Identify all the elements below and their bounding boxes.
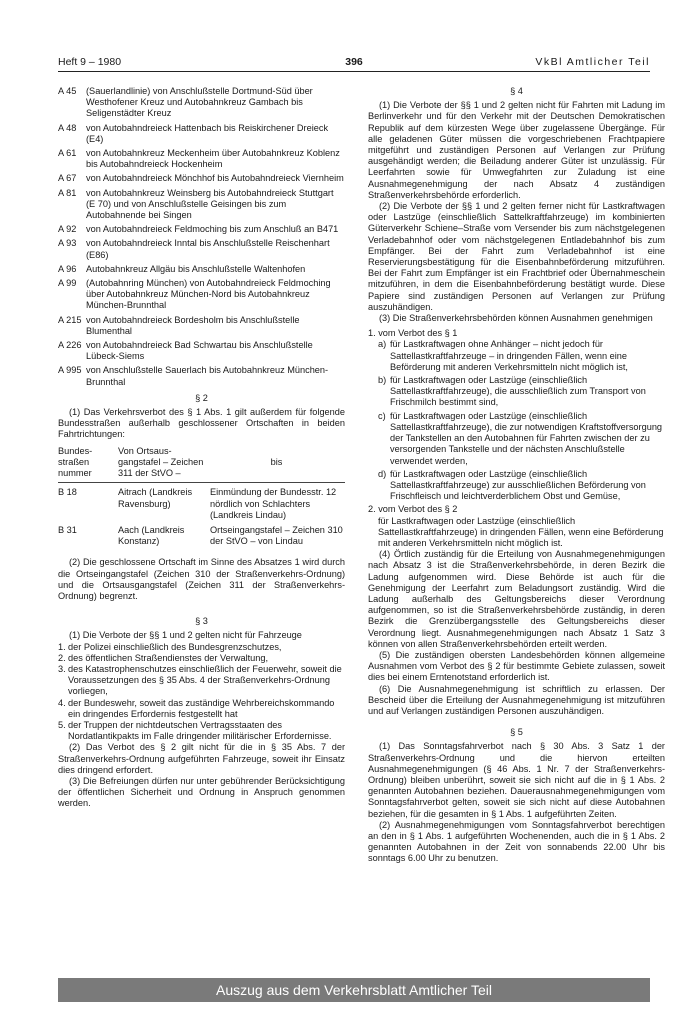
autobahn-list — [58, 86, 345, 388]
section-4-title: § 4 — [510, 86, 523, 96]
item-label: 1. — [58, 641, 66, 652]
list-item — [368, 469, 665, 503]
item-text: der Truppen der nichtdeutschen Vertragsstaaten des Nordatlantikpakts im Falle dringender militärischer Erfordernisse. — [68, 719, 332, 742]
list-item — [58, 720, 345, 742]
item-label: 4. — [58, 697, 66, 708]
left-column — [58, 86, 345, 810]
item-label: c) — [378, 410, 386, 421]
section-2-title: § 2 — [195, 392, 208, 403]
issue-label: Heft 9 – 1980 — [58, 56, 122, 68]
item-label: b) — [378, 375, 387, 386]
item-label: A 92 — [58, 224, 77, 235]
paragraph: (2) Das Verbot des § 2 gilt nicht für die in § 35 Abs. 7 der Straßenverkehrs-Ordnung aufgeführten Fahrzeuge, soweit ihr Einsatz dies dringend erfordert. — [58, 742, 345, 775]
paragraph: (6) Die Ausnahmegenehmigung ist schriftlich zu erlassen. Der Bescheid über die Erteilung der Ausnahmegenehmigung ist mitzuführen und auf Verlangen zuständigen Personen auszuhändigen. — [368, 683, 665, 716]
list-item — [58, 653, 345, 664]
list-item — [58, 123, 345, 145]
exemption-list — [58, 642, 345, 743]
item-label: A 67 — [58, 173, 77, 184]
item-text: für Lastkraftwagen oder Lastzüge (einschließlich Sattellastkraftfahrzeuge) zur ausschließlichen Beförderung von Frischfleisch und leichtverderblichem Obst und Gemüse, — [390, 468, 646, 502]
section-3-title: § 3 — [195, 616, 208, 627]
table-cell: Einmündung der Bundesstr. 12 nördlich von Schlachters (Landkreis Lindau) — [210, 487, 337, 520]
table-row — [58, 525, 345, 551]
paragraph: (2) Die geschlossene Ortschaft im Sinne des Absatzes 1 wird durch die Ortseingangstafel (Zeichen 310 der Straßenverkehrs-Ordnung) und die Ortsausgangstafel (Zeichen 311 der Straßenverkehrs-Ordnung) begrenzt. — [58, 557, 345, 601]
item-text: von Autobahndreieck Feldmoching bis zum Anschluß an B471 — [86, 224, 339, 235]
table-header-number: Bundes-straßen nummer — [58, 446, 118, 483]
paragraph: (4) Örtlich zuständig für die Erteilung von Ausnahmegenehmigungen nach Absatz 3 ist die Straßenverkehrsbehörde, in deren Bezirk die Ladung aufgenommen wird. Diese Behörde ist auch für die Genehmigung der Leerfahrt zum Beladungsort zuständig. Wird die Ladung außerhalb des Geltungsbereichs dieser Verordnung aufgenommen, so ist die Straßenverkehrsbehörde zuständig, in deren Bezirk die Grenzübergangsstelle des Geltungsbereichs dieser Verordnung liegt. Ausnahmegenehmigungen nach Absatz 1 Satz 3 können von allen Straßenverkehrsbehörden erteilt werden. — [368, 549, 665, 649]
paragraph: (1) Das Verkehrsverbot des § 1 Abs. 1 gilt außerdem für folgende Bundesstraßen außerhalb geschlossener Ortschaften in beiden Fahrtrichtungen: — [58, 407, 345, 440]
list-item — [58, 664, 345, 698]
item-label: d) — [378, 468, 387, 479]
item-label: A 995 — [58, 365, 82, 376]
table-header-to: bis — [210, 446, 345, 483]
item-text: von Anschlußstelle Sauerlach bis Autobahnkreuz München-Brunnthal — [86, 365, 329, 387]
item-text: der Polizei einschließlich des Bundesgrenzschutzes, — [68, 641, 282, 652]
table-cell: B 31 — [58, 524, 77, 535]
publication-title: VkBl Amtlicher Teil — [535, 56, 650, 68]
table-row — [58, 483, 345, 525]
item-text: von Autobahnkreuz Meckenheim über Autobahnkreuz Koblenz bis Autobahndreieck Hockenheim — [86, 148, 340, 170]
page-number: 396 — [345, 56, 363, 68]
item-text: der Bundeswehr, soweit das zuständige Wehrbereichskommando ein dringendes Erfordernis festgestellt hat — [68, 697, 335, 719]
item-text: (Sauerlandlinie) von Anschlußstelle Dortmund-Süd über Westhofener Kreuz und Autobahnkreuz Gambach bis Seligenstädter Kreuz — [86, 86, 313, 119]
paragraph: (5) Die zuständigen obersten Landesbehörden können allgemeine Ausnahmen vom Verbot des § 2 für bestimmte Gebiete zulassen, soweit dies bei einem Erntenotstand erforderlich ist. — [368, 649, 665, 683]
item-label: 5. — [58, 719, 66, 730]
item-label: A 45 — [58, 86, 77, 96]
paragraph: (1) Die Verbote der §§ 1 und 2 gelten nicht für Fahrten mit Ladung im Berlinverkehr und für den Verkehr mit der Deutschen Demokratischen Republik auf dem kürzesten Wege über zugelassene Übergänge. Für alle geladenen Güter müssen die vorgeschriebenen Frachtpapiere mitgeführt und zuständigen Personen auf Verlangen zur Prüfung ausgehändigt werden; die Beiladung anderer Güter ist unzulässig. Für Leerfahrten sowie für Umwegfahrten zur Zuladung ist eine Ausnahmegenehmigung der nach Absatz 4 zuständigen Straßenverkehrsbehörde erforderlich. — [368, 100, 665, 200]
table-cell: B 18 — [58, 487, 77, 498]
item-label: A 61 — [58, 148, 77, 159]
list-item — [368, 339, 665, 373]
paragraph: für Lastkraftwagen oder Lastzüge (einschließlich Sattellastkraftfahrzeuge) in dringenden Fällen, wenn eine Beförderung mit anderen Verkehrsmitteln nicht möglich ist. — [378, 515, 664, 548]
item-text: von Autobahnkreuz Weinsberg bis Autobahndreieck Stuttgart (E 70) und von Anschlußstelle Geisingen bis zum Autobahnende bei Singen — [86, 187, 334, 221]
bundesstrassen-table — [58, 446, 345, 552]
item-text: des öffentlichen Straßendienstes der Verwaltung, — [68, 652, 269, 663]
right-column — [368, 86, 665, 865]
table-cell: Aach (Landkreis Konstanz) — [118, 524, 185, 547]
list-item — [58, 365, 345, 387]
list-item — [368, 375, 665, 409]
list-item — [58, 315, 345, 337]
item-text: für Lastkraftwagen ohne Anhänger – nicht jedoch für Sattellastkraftfahrzeuge – in dringenden Fällen, wenn eine Beförderung mit anderen Verkehrsmitteln nicht möglich ist, — [390, 339, 628, 372]
table-header-from: Von Ortsaus-gangstafel – Zeichen 311 der StVO – — [118, 446, 210, 483]
footer-banner: Auszug aus dem Verkehrsblatt Amtlicher Teil — [58, 978, 650, 1002]
paragraph: (3) Die Straßenverkehrsbehörden können Ausnahmen genehmigen — [379, 313, 653, 324]
item-label: A 96 — [58, 263, 77, 274]
paragraph: (1) Die Verbote der §§ 1 und 2 gelten nicht für Fahrzeuge — [69, 630, 302, 641]
list-item — [58, 340, 345, 362]
item-label: 3. — [58, 663, 66, 674]
table-cell: Aitrach (Landkreis Ravensburg) — [118, 487, 193, 509]
list-item — [58, 224, 345, 235]
item-text: von Autobahndreieck Inntal bis Anschlußstelle Reischenhart (E86) — [86, 238, 330, 260]
list-item — [58, 238, 345, 260]
paragraph: (2) Ausnahmegenehmigungen vom Sonntagsfahrverbot berechtigen an den in § 1 Abs. 1 aufgeführten Wochenenden, auch die in § 1 Abs. 2 genannten Autobahnen in der Zeit von sonnabends 22.00 Uhr bis sonntags 6.00 Uhr zu benutzen. — [368, 819, 665, 864]
item-text: für Lastkraftwagen oder Lastzüge (einschließlich Sattellastkraftfahrzeuge), die ausschließlich zum Transport von Frischmilch bestimmt sind, — [390, 375, 646, 408]
item-text: des Katastrophenschutzes einschließlich der Feuerwehr, soweit die Voraussetzungen des § 35 Abs. 4 der Straßenverkehrs-Ordnung vorliegen, — [68, 663, 342, 697]
list-item-1: 1. vom Verbot des § 1 — [368, 328, 458, 339]
table-cell: Ortseingangstafel – Zeichen 310 der StVO – von Lindau — [210, 524, 343, 547]
item-label: a) — [378, 339, 387, 350]
list-item — [58, 188, 345, 222]
list-item — [58, 642, 345, 653]
list-item — [58, 278, 345, 312]
list-item — [58, 173, 345, 184]
item-label: A 99 — [58, 278, 77, 289]
item-label: A 215 — [58, 314, 82, 325]
item-text: von Autobahndreieck Mönchhof bis Autobahndreieck Viernheim — [86, 173, 344, 184]
list-item — [58, 264, 345, 275]
item-text: für Lastkraftwagen oder Lastzüge (einschließlich Sattellastkraftfahrzeuge), die zur notwendigen Kraftstoffversorgung der Tankstellen an den Autobahnen für Fahrten zwischen der zu versorgenden Tankstelle und der nächsten Anschlußstelle verwendet werden, — [390, 410, 663, 466]
sub-list — [368, 339, 665, 502]
list-item-2: 2. vom Verbot des § 2 — [368, 504, 458, 515]
section-5-title: § 5 — [510, 727, 523, 738]
list-item — [58, 148, 345, 170]
item-text: von Autobahndreieck Hattenbach bis Reiskirchener Dreieck (E4) — [86, 122, 329, 144]
item-label: A 81 — [58, 187, 77, 198]
list-item — [58, 698, 345, 720]
paragraph: (2) Die Verbote der §§ 1 und 2 gelten ferner nicht für Lastkraftwagen oder Lastzüge (einschließlich Sattelkraftfahrzeuge) im kombinierten Güterverkehr Schiene–Straße vom Versender bis zum nächstgelegenen Verladebahnhof oder vom nächstgelegenen Entladebahnhof bis zum Empfänger. Bei der Fahrt zum Verladebahnhof ist eine Reservierungsbestätigung für die Eisenbahnbeförderung mitzuführen. Bei der Fahrt zum Empfänger ist ein Frachtbrief oder Übernahmeschein mitzuführen, in dem die Eisenbahnbeförderung bestätigt wurde. Diese Papiere sind zuständigen Personen auf Verlangen zur Prüfung auszuhändigen. — [368, 201, 665, 312]
list-item — [368, 411, 665, 467]
item-label: A 226 — [58, 340, 82, 351]
item-label: A 93 — [58, 238, 77, 249]
item-label: A 48 — [58, 122, 77, 133]
item-text: (Autobahnring München) von Autobahndreieck Feldmoching über Autobahnkreuz München-Nord bis Autobahnkreuz München-Brunnthal — [86, 278, 331, 311]
item-label: 2. — [58, 652, 66, 663]
paragraph: (3) Die Befreiungen dürfen nur unter gebührender Berücksichtigung der öffentlichen Sicherheit und Ordnung in Anspruch genommen werden. — [58, 775, 345, 809]
paragraph: (1) Das Sonntagsfahrverbot nach § 30 Abs. 3 Satz 1 der Straßenverkehrs-Ordnung und die hiervon erteilten Ausnahmegenehmigungen (§ 46 Abs. 1 Nr. 7 der Straßenverkehrs-Ordnung) bleiben unberührt, soweit sie sich nicht auf die in § 1 Abs. 2 genannten Autobahnen beziehen. Dauerausnahmegenehmigungen vom Sonntagsfahrverbot gelten, soweit sie sich nicht auf diese Autobahnen beziehen, für die gesamten in § 1 Abs. 1 aufgeführten Zeiten. — [368, 741, 665, 819]
item-text: von Autobahndreieck Bad Schwartau bis Anschlußstelle Lübeck-Siems — [86, 340, 313, 362]
list-item — [58, 86, 345, 120]
header-rule — [58, 71, 650, 72]
item-text: Autobahnkreuz Allgäu bis Anschlußstelle Waltenhofen — [86, 263, 306, 274]
item-text: von Autobahndreieck Bordesholm bis Anschlußstelle Blumenthal — [86, 314, 300, 336]
page-header — [58, 56, 650, 70]
